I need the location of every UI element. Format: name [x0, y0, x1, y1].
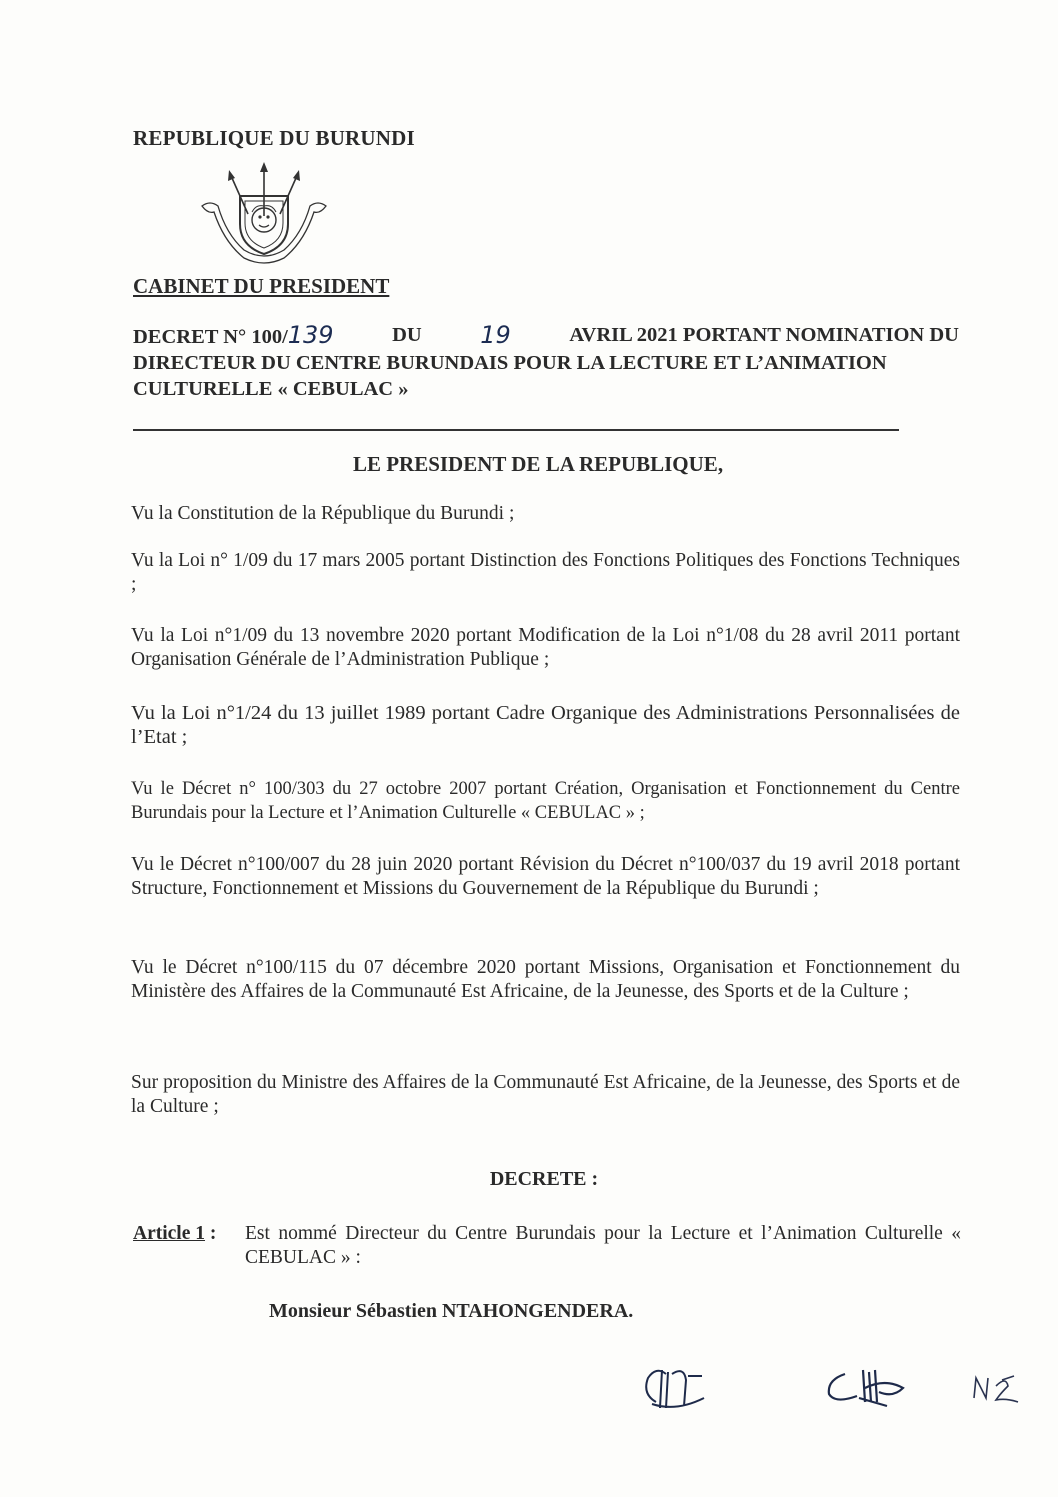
article-label: Article 1 — [133, 1223, 206, 1244]
handwritten-day: 19 — [480, 321, 511, 349]
visa-paragraph: Vu la Loi n°1/09 du 13 novembre 2020 portant Modification de la Loi n°1/08 du 28 avril 2011 portant Organisation Générale de l’Administration Publique ; — [131, 625, 960, 670]
article-colon: : — [209, 1223, 217, 1244]
handwritten-decree-number: 139 — [287, 321, 334, 349]
nominee-name: Monsieur Sébastien NTAHONGENDERA. — [269, 1300, 634, 1322]
visa-paragraph: Vu le Décret n°100/007 du 28 juin 2020 portant Révision du Décret n°100/037 du 19 avril 2018 portant Structure, Fonctionnement et Missions du Gouvernement de la République du Burundi ; — [131, 854, 960, 899]
title-line-1 — [133, 322, 959, 350]
handwritten-initial — [632, 1358, 712, 1418]
decrete-heading: DECRETE : — [489, 1168, 599, 1190]
country-heading: REPUBLIQUE DU BURUNDI — [133, 126, 415, 150]
title-line-2: DIRECTEUR DU CENTRE BURUNDAIS POUR LA LECTURE ET L’ANIMATION — [133, 352, 887, 374]
handwritten-initial — [966, 1358, 1028, 1418]
title-du: DU — [392, 324, 422, 346]
title-line-3: CULTURELLE « CEBULAC » — [133, 378, 409, 400]
visa-paragraph: Vu la Loi n°1/24 du 13 juillet 1989 portant Cadre Organique des Administrations Personnalisées de l’Etat ; — [131, 702, 960, 748]
handwritten-initial — [823, 1358, 919, 1418]
decree-title — [133, 322, 959, 402]
visa-paragraph: Vu le Décret n° 100/303 du 27 octobre 2007 portant Création, Organisation et Fonctionnement du Centre Burundais pour la Lecture et l’Animation Culturelle « CEBULAC » ; — [131, 779, 960, 823]
visa-paragraph: Vu le Décret n°100/115 du 07 décembre 2020 portant Missions, Organisation et Fonctionnement du Ministère des Affaires de la Communauté Est Africaine, de la Jeunesse, des Sports et de la Culture ; — [131, 957, 960, 1002]
title-line1-rest: AVRIL 2021 PORTANT NOMINATION DU — [569, 324, 959, 346]
proposal-paragraph: Sur proposition du Ministre des Affaires de la Communauté Est Africaine, de la Jeunesse, des Sports et de la Culture ; — [131, 1072, 960, 1117]
authority-heading: LE PRESIDENT DE LA REPUBLIQUE, — [352, 452, 724, 476]
office-heading: CABINET DU PRESIDENT — [133, 274, 390, 298]
article-text: Est nommé Directeur du Centre Burundais pour la Lecture et l’Animation Culturelle « CEBULAC » : — [245, 1223, 961, 1268]
title-underline-divider — [133, 429, 899, 431]
visa-paragraph: Vu la Constitution de la République du Burundi ; — [131, 503, 515, 524]
visa-paragraph: Vu la Loi n° 1/09 du 17 mars 2005 portant Distinction des Fonctions Politiques des Fonctions Techniques ; — [131, 550, 960, 595]
title-prefix: DECRET N° 100/ — [133, 326, 288, 348]
coat-of-arms-emblem — [196, 158, 332, 266]
article-1 — [133, 1222, 961, 1268]
